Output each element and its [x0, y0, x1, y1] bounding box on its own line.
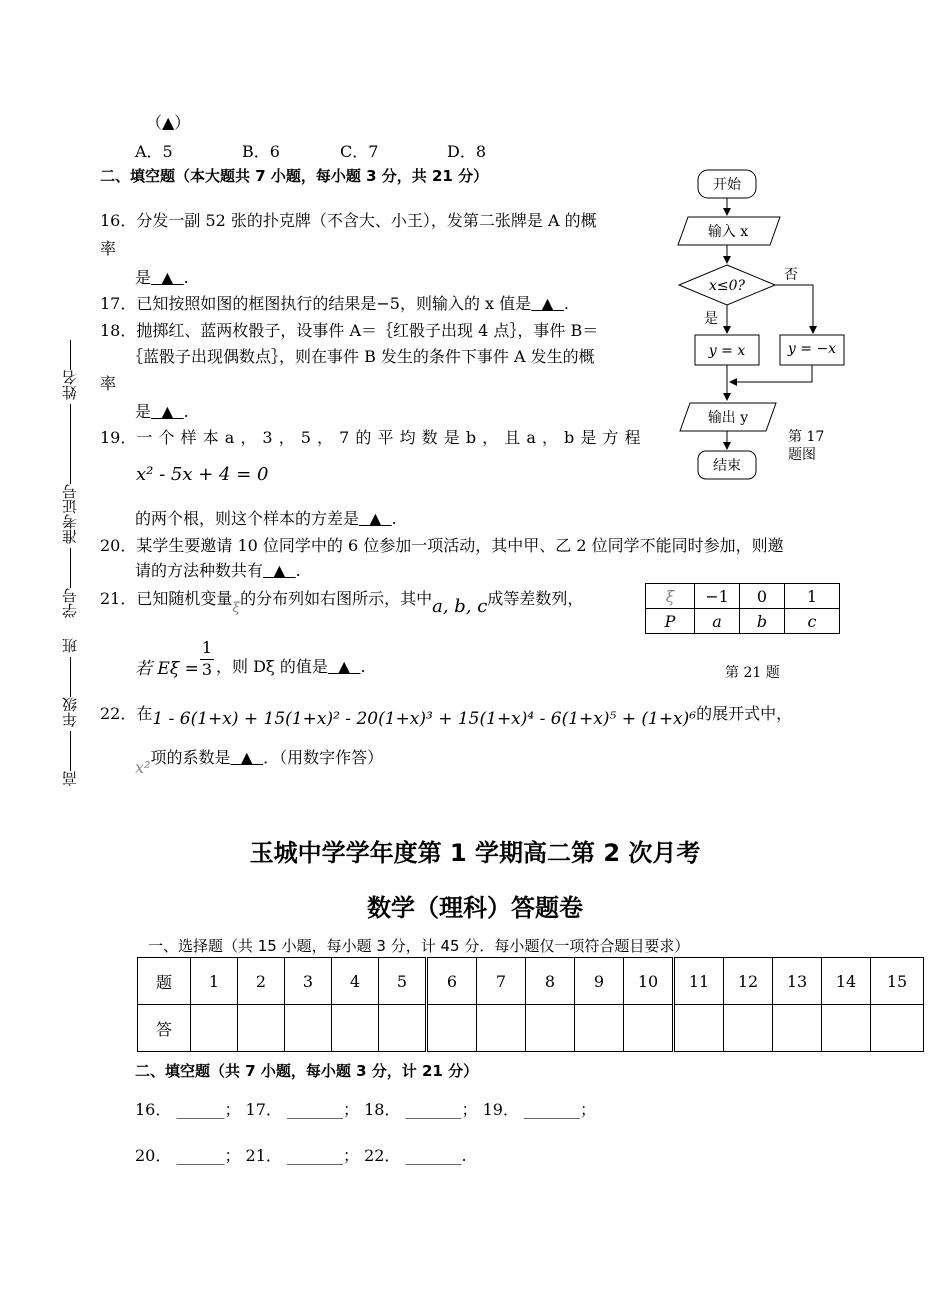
- q21-frac-den: 3: [201, 660, 213, 679]
- q16-text2: 率: [100, 239, 117, 258]
- q19-text2: 的两个根，则这个样本的方差是: [135, 509, 360, 528]
- flowchart: [670, 165, 860, 495]
- q22-mark: ▲: [240, 748, 253, 767]
- flow-cond-text: x≤0?: [708, 278, 746, 294]
- q15-option-b: B．6: [242, 142, 280, 161]
- distribution-table: [645, 583, 840, 634]
- q21-cond-a: 若 Eξ =: [135, 659, 199, 679]
- flow-input-text: 输入 x: [707, 224, 749, 240]
- dist-row-a: a: [695, 609, 740, 634]
- q18-num: 18．: [100, 321, 137, 340]
- answer-section1: 一、选择题（共 15 小题，每小题 3 分，计 45 分．每小题仅一项符合题目要求）: [148, 937, 690, 955]
- dist-row-c: c: [785, 609, 840, 634]
- q22-x2: x²: [135, 758, 151, 777]
- answer-num-14: 14: [822, 958, 871, 1005]
- q22-pre: 在: [136, 704, 153, 723]
- answer-cell-1[interactable]: [191, 1005, 238, 1052]
- answer-row-head-2: 答: [138, 1005, 191, 1052]
- q19-end: .: [391, 509, 397, 528]
- answer-cell-5[interactable]: [379, 1005, 427, 1052]
- answer-cell-9[interactable]: [575, 1005, 624, 1052]
- q21-abc: a, b, c: [432, 596, 488, 617]
- dist-header-3: 1: [785, 584, 840, 609]
- dist-row-p: P: [646, 609, 695, 634]
- dist-row-b: b: [740, 609, 785, 634]
- dist-header-2: 0: [740, 584, 785, 609]
- q20-line1: [100, 533, 784, 556]
- answer-row-head-1: 题: [138, 958, 191, 1005]
- answer-cell-12[interactable]: [724, 1005, 773, 1052]
- q22-line2: [135, 745, 384, 777]
- q21-end: .: [360, 657, 366, 676]
- answer-grid-answer-row: [138, 1005, 924, 1052]
- q20-line2: [135, 558, 301, 581]
- answer-cell-6[interactable]: [427, 1005, 477, 1052]
- side-nianji: 年级: [61, 697, 79, 727]
- side-ban: 班: [61, 638, 79, 653]
- q16-line3: [135, 265, 189, 288]
- q18-text2: ｛蓝骰子出现偶数点｝，则在事件 B 发生的条件下事件 A 发生的概: [127, 347, 595, 366]
- q22-post: 的展开式中，: [696, 704, 793, 723]
- q17-mark: ▲: [541, 294, 554, 313]
- q20-text2: 请的方法种数共有: [135, 561, 264, 580]
- answer-cell-4[interactable]: [332, 1005, 379, 1052]
- answer-num-15: 15: [871, 958, 924, 1005]
- answer-num-6: 6: [427, 958, 477, 1005]
- q15-option-a: A．5: [135, 142, 173, 161]
- q19-line1: [100, 425, 641, 448]
- flow-no-label: 否: [784, 267, 798, 283]
- answer-num-2: 2: [238, 958, 285, 1005]
- q21-xi: ξ: [232, 600, 241, 616]
- q21-frac-num: 1: [201, 638, 213, 657]
- answer-cell-13[interactable]: [773, 1005, 822, 1052]
- answer-sheet-title1: 玉城中学学年度第 1 学期高二第 2 次月考: [249, 839, 701, 867]
- answer-num-3: 3: [285, 958, 332, 1005]
- side-xingming: 姓名: [61, 370, 79, 400]
- answer-num-4: 4: [332, 958, 379, 1005]
- q18-text4: 是: [135, 402, 152, 421]
- q19-equation: x² - 5x + 4 = 0: [136, 464, 269, 485]
- q22-end: ．（用数字作答）: [263, 748, 384, 767]
- side-gao: 高: [61, 771, 79, 786]
- answer-cell-7[interactable]: [477, 1005, 526, 1052]
- side-xuehao: 学号: [61, 588, 79, 618]
- flow-left-text: y = x: [708, 343, 746, 359]
- q21-mark: ▲: [338, 657, 351, 676]
- q21-text-a: 已知随机变量: [136, 589, 233, 608]
- q21-frac: [200, 638, 214, 679]
- flow-right-text: y = −x: [787, 341, 837, 357]
- q21-line2: [135, 654, 199, 679]
- q21-text-b: 的分布列如右图所示，其中: [240, 589, 433, 608]
- q18-line4: [135, 399, 189, 422]
- flow-caption2: 题图: [788, 447, 816, 463]
- binding-strip: [58, 340, 82, 790]
- q16-end: .: [183, 268, 189, 287]
- q17-line: [100, 291, 569, 314]
- answer-num-13: 13: [773, 958, 822, 1005]
- answer-fill-line2: 20． ______； 21． _______； 22． _______.: [135, 1146, 467, 1165]
- answer-num-9: 9: [575, 958, 624, 1005]
- q16-num: 16．: [100, 211, 137, 230]
- answer-cell-10[interactable]: [624, 1005, 674, 1052]
- q22-line1: [100, 701, 793, 729]
- answer-sheet-title2: 数学（理科）答题卷: [367, 894, 583, 922]
- q19-text: 一 个 样 本 a ， 3 ， 5 ， 7 的 平 均 数 是 b ， 且 a ， b 是 方 程: [136, 428, 642, 447]
- q16-text3: 是: [135, 268, 152, 287]
- q18-line1: [100, 318, 598, 341]
- answer-cell-14[interactable]: [822, 1005, 871, 1052]
- q17-num: 17．: [100, 294, 137, 313]
- answer-num-1: 1: [191, 958, 238, 1005]
- q21-num: 21．: [100, 589, 137, 608]
- q15-option-d: D．8: [447, 142, 487, 161]
- answer-section2: 二、填空题（共 7 小题，每小题 3 分，计 21 分）: [135, 1062, 479, 1080]
- flow-caption1: 第 17: [788, 429, 825, 445]
- q20-end: .: [295, 561, 301, 580]
- q15-option-c: C．7: [340, 142, 379, 161]
- q21-text-c: 成等差数列，: [487, 589, 584, 608]
- q16-text: 分发一副 52 张的扑克牌（不含大、小王），发第二张牌是 A 的概: [136, 211, 597, 230]
- answer-num-11: 11: [674, 958, 724, 1005]
- side-zhunkao: 准考证号: [61, 484, 79, 544]
- answer-num-7: 7: [477, 958, 526, 1005]
- section2-title: 二、填空题（本大题共 7 小题，每小题 3 分，共 21 分）: [100, 167, 489, 185]
- q20-text: 某学生要邀请 10 位同学中的 6 位参加一项活动，其中甲、乙 2 位同学不能同时参加，则邀: [136, 536, 784, 555]
- q21-line1: [100, 586, 584, 617]
- q22-num: 22．: [100, 704, 137, 723]
- q20-mark: ▲: [273, 561, 286, 580]
- answer-fill-line1: 16． ______； 17． _______； 18． _______； 19． _______；: [135, 1100, 597, 1119]
- q19-line3: [135, 506, 397, 529]
- q21-line2b: [216, 654, 366, 677]
- q19-num: 19．: [100, 428, 137, 447]
- q21-cond-b: ，则 Dξ 的值是: [216, 657, 328, 676]
- answer-cell-15[interactable]: [871, 1005, 924, 1052]
- answer-grid-number-row: [138, 958, 924, 1005]
- dist-caption: 第 21 题: [725, 665, 780, 681]
- answer-cell-8[interactable]: [526, 1005, 575, 1052]
- dist-header-1: −1: [695, 584, 740, 609]
- answer-num-8: 8: [526, 958, 575, 1005]
- answer-cell-2[interactable]: [238, 1005, 285, 1052]
- q22-expr: 1 - 6(1+x) + 15(1+x)² - 20(1+x)³ + 15(1+x)⁴ - 6(1+x)⁵ + (1+x)⁶: [152, 709, 697, 729]
- q16-line1: [100, 208, 597, 231]
- answer-num-12: 12: [724, 958, 773, 1005]
- q17-end: .: [563, 294, 569, 313]
- flow-start-text: 开始: [713, 177, 741, 193]
- q22-text2: 项的系数是: [150, 748, 231, 767]
- q19-mark: ▲: [369, 509, 382, 528]
- q17-text: 已知按照如图的框图执行的结果是−5，则输入的 x 值是: [136, 294, 532, 313]
- answer-num-10: 10: [624, 958, 674, 1005]
- q18-mark: ▲: [161, 402, 174, 421]
- q15-mark: （▲）: [146, 113, 191, 132]
- answer-cell-3[interactable]: [285, 1005, 332, 1052]
- flow-end-text: 结束: [713, 458, 741, 474]
- flow-output-text: 输出 y: [707, 410, 749, 426]
- q16-mark: ▲: [161, 268, 174, 287]
- dist-header-xi: ξ: [646, 584, 695, 609]
- flow-yes-label: 是: [704, 311, 718, 327]
- q18-end: .: [183, 402, 189, 421]
- answer-cell-11[interactable]: [674, 1005, 724, 1052]
- q18-text3: 率: [100, 374, 117, 393]
- q20-num: 20．: [100, 536, 137, 555]
- answer-num-5: 5: [379, 958, 427, 1005]
- q18-text: 抛掷红、蓝两枚骰子，设事件 A＝｛红骰子出现 4 点｝，事件 B＝: [136, 321, 599, 340]
- answer-grid: [137, 957, 924, 1052]
